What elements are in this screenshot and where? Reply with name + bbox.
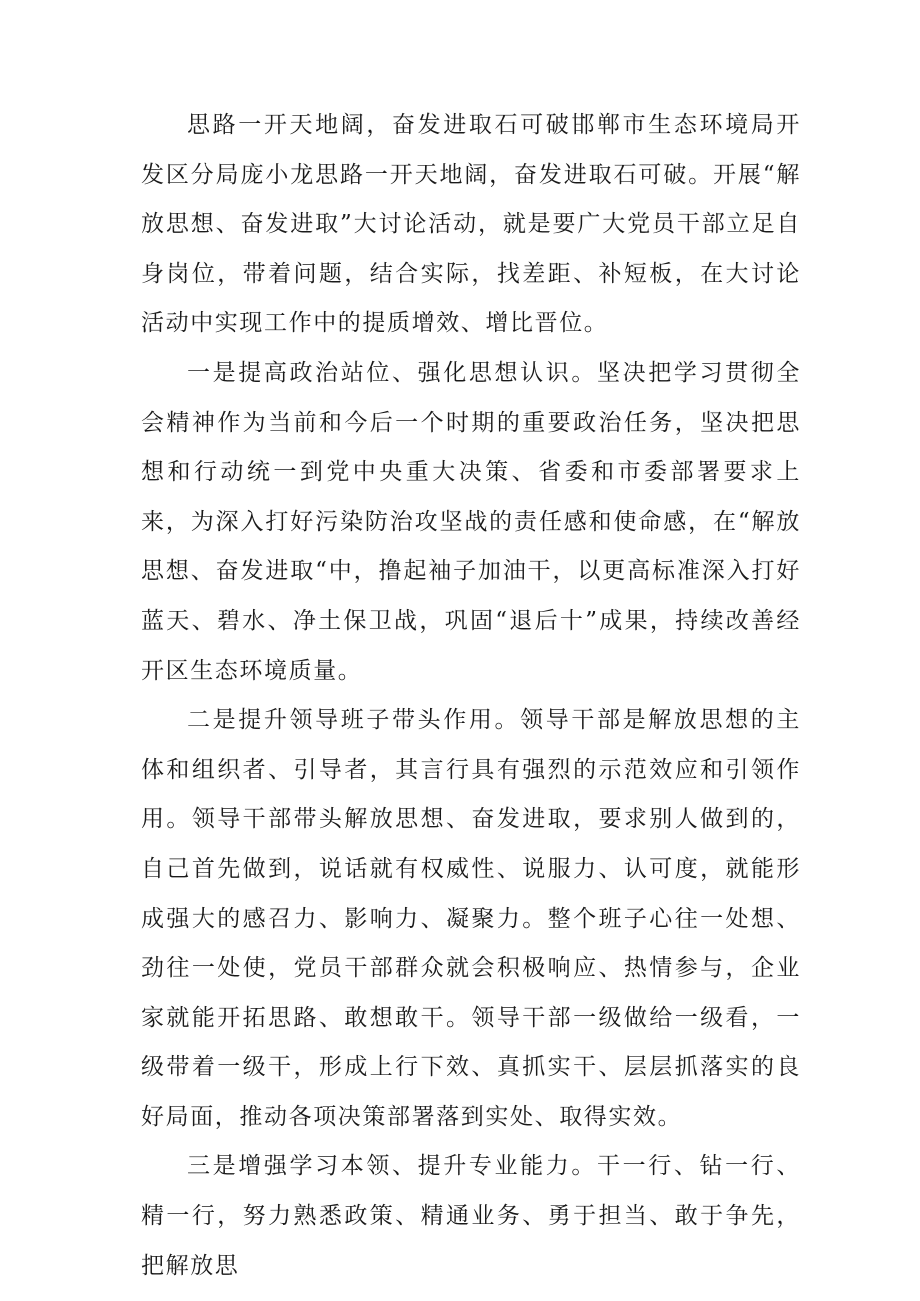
paragraph-point-three: 三是增强学习本领、提升专业能力。干一行、钻一行、精一行，努力熟悉政策、精通业务、勇于担当、敢于争先，把解放思	[141, 1153, 801, 1279]
paragraph-point-two: 二是提升领导班子带头作用。领导干部是解放思想的主体和组织者、引导者，其言行具有强烈的示范效应和引领作用。领导干部带头解放思想、奋发进取，要求别人做到的，自己首先做到，说话就有权威性、说服力、认可度，就能形成强大的感召力、影响力、凝聚力。整个班子心往一处想、劲往一处使，党员干部群众就会积极响应、热情参与，企业家就能开拓思路、敢想敢干。领导干部一级做给一级看，一级带着一级干，形成上行下效、真抓实干、层层抓落实的良好局面，推动各项决策部署落到实处、取得实效。	[141, 707, 801, 1130]
document-body	[141, 101, 801, 1291]
paragraph-point-one: 一是提高政治站位、强化思想认识。坚决把学习贯彻全会精神作为当前和今后一个时期的重要政治任务，坚决把思想和行动统一到党中央重大决策、省委和市委部署要求上来，为深入打好污染防治攻坚战的责任感和使命感，在“解放思想、奋发进取“中，撸起袖子加油干，以更高标准深入打好蓝天、碧水、净土保卫战，巩固“退后十”成果，持续改善经开区生态环境质量。	[141, 359, 801, 684]
paragraph-intro: 思路一开天地阔，奋发进取石可破邯郸市生态环境局开发区分局庞小龙思路一开天地阔，奋发进取石可破。开展“解放思想、奋发进取”大讨论活动，就是要广大党员干部立足自身岗位，带着问题，结合实际，找差距、补短板，在大讨论活动中实现工作中的提质增效、增比晋位。	[141, 112, 801, 337]
